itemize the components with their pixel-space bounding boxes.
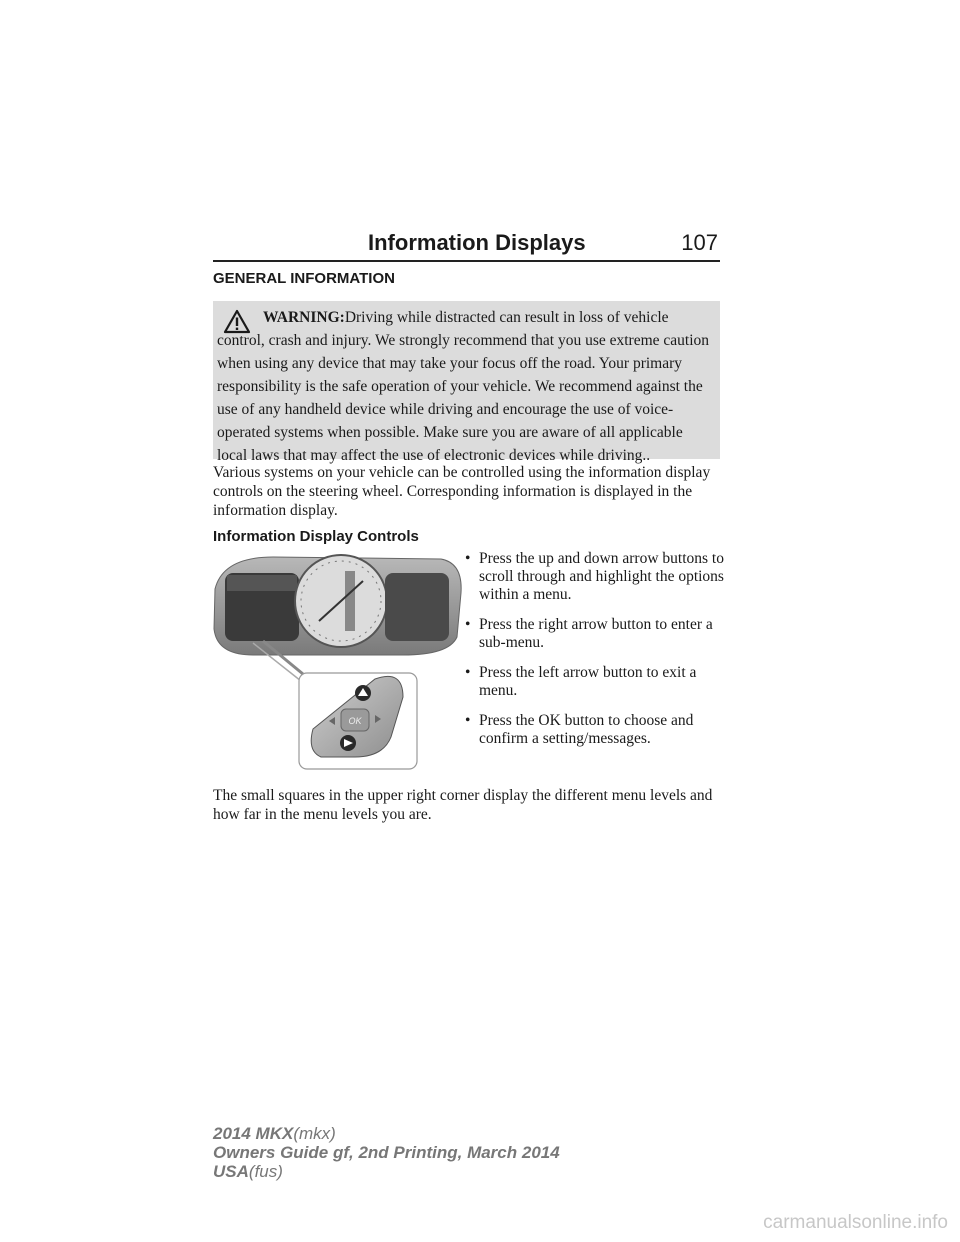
list-item-text: Press the up and down arrow buttons to scroll through and highlight the options within a menu. [479, 550, 724, 603]
controls-bullet-list [464, 550, 726, 760]
list-item-text: Press the left arrow button to exit a menu. [479, 664, 697, 699]
warning-label: WARNING: [263, 309, 345, 326]
subsection-title: Information Display Controls [213, 528, 419, 545]
display-controls-illustration [213, 551, 463, 771]
footer-model-code: (mkx) [293, 1124, 336, 1143]
closing-paragraph: The small squares in the upper right corner display the different menu levels and how far in the menu levels you are. [213, 787, 713, 823]
header-title: Information Displays [368, 230, 586, 255]
list-item-text: Press the right arrow button to enter a sub-menu. [479, 616, 713, 651]
footer-line-region [213, 1162, 560, 1181]
footer-model: 2014 MKX [213, 1124, 294, 1143]
ok-button-label: OK [348, 716, 362, 726]
footer-region: USA [213, 1162, 249, 1181]
bullet-marker: • [465, 550, 471, 567]
list-item [464, 550, 726, 604]
list-item [464, 664, 726, 700]
bullet-marker: • [465, 616, 471, 633]
document-footer [213, 1124, 560, 1181]
footer-guide: Owners Guide gf, 2nd Printing, March 2014 [213, 1143, 560, 1162]
footer-line-model [213, 1124, 560, 1143]
section-title: GENERAL INFORMATION [213, 270, 395, 287]
warning-text-block [217, 306, 715, 467]
right-screen [385, 573, 449, 641]
intro-paragraph: Various systems on your vehicle can be controlled using the information display controls on the steering wheel. Corresponding information is displayed in the information display. [213, 464, 711, 519]
list-item-text: Press the OK button to choose and confirm a setting/messages. [479, 712, 694, 747]
list-item [464, 712, 726, 748]
warning-body: Driving while distracted can result in loss of vehicle control, crash and injury. We strongly recommend that you use extreme caution when using any device that may take your focus off the road. Your primary responsibility is the safe operation of your vehicle. We recommend against the use of any handheld device while driving and encourage the use of voice-operated systems when possible. Make sure you are aware of all applicable local laws that may affect the use of electronic devices while driving.. [217, 309, 710, 464]
page-header [213, 228, 720, 262]
page-number: 107 [681, 230, 718, 255]
footer-region-code: (fus) [248, 1162, 283, 1181]
list-item [464, 616, 726, 652]
warning-box [213, 301, 720, 464]
bullet-marker: • [465, 664, 471, 681]
watermark: carmanualsonline.info [763, 1212, 948, 1233]
bullet-marker: • [465, 712, 471, 729]
